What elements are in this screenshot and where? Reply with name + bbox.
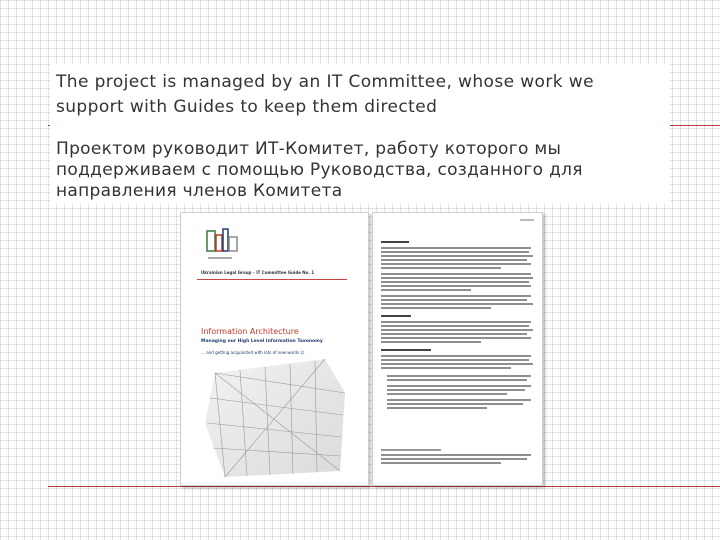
text-line xyxy=(381,363,533,365)
text-line xyxy=(381,247,531,249)
bullet-line xyxy=(387,407,487,409)
text-line xyxy=(381,321,531,323)
section-heading xyxy=(381,349,431,351)
text-line xyxy=(381,263,531,265)
section-heading xyxy=(381,241,409,243)
text-line xyxy=(381,329,533,331)
footnote-rule xyxy=(381,449,441,451)
text-line xyxy=(381,337,531,339)
bullet-line xyxy=(387,379,527,381)
guide-title: Information Architecture xyxy=(201,327,299,336)
text-line xyxy=(381,259,527,261)
text-line xyxy=(381,359,529,361)
text-line xyxy=(381,251,529,253)
title-english: The project is managed by an IT Committee, whose work we support with Guides to keep them directed xyxy=(56,72,594,117)
title-russian: Проектом руководит ИТ-Комитет, работу которого мы поддерживаем с помощью Руководства, созданного для направления членов Комитета xyxy=(56,139,583,201)
text-line xyxy=(381,267,501,269)
text-line xyxy=(381,299,527,301)
text-line xyxy=(381,303,533,305)
bottom-rule xyxy=(48,486,720,487)
bullet-line xyxy=(387,403,523,405)
bullet-line xyxy=(387,393,507,395)
text-line xyxy=(381,255,533,257)
guide-subtitle: Managing our High Level Information Taxonomy xyxy=(201,339,323,344)
text-line xyxy=(381,325,529,327)
text-line xyxy=(381,341,481,343)
text-line xyxy=(381,295,531,297)
text-line xyxy=(381,289,471,291)
text-line xyxy=(381,307,491,309)
footnote-line xyxy=(381,458,527,460)
text-line xyxy=(381,277,533,279)
text-line xyxy=(381,285,531,287)
text-line xyxy=(381,333,527,335)
guide-cover-page xyxy=(180,212,369,486)
guide-group-line: Ukrainian Legal Group – IT Committee Guide No. 1 xyxy=(201,270,315,275)
page-number xyxy=(520,219,534,221)
guide-text-page xyxy=(372,212,543,486)
bullet-line xyxy=(387,385,531,387)
cover-rule xyxy=(197,279,347,280)
text-line xyxy=(381,281,529,283)
cover-illustration xyxy=(195,353,355,481)
text-line xyxy=(381,273,531,275)
bullet-line xyxy=(387,375,531,377)
footnote-line xyxy=(381,454,531,456)
footnote-line xyxy=(381,462,501,464)
text-line xyxy=(381,367,511,369)
logo-subtitle xyxy=(208,257,232,259)
guide-tagline: … and getting acquainted with lots of new words ☺ xyxy=(201,350,305,355)
bullet-line xyxy=(387,399,531,401)
pilc-logo xyxy=(205,227,239,255)
section-heading xyxy=(381,315,411,317)
bullet-line xyxy=(387,389,525,391)
text-line xyxy=(381,355,531,357)
